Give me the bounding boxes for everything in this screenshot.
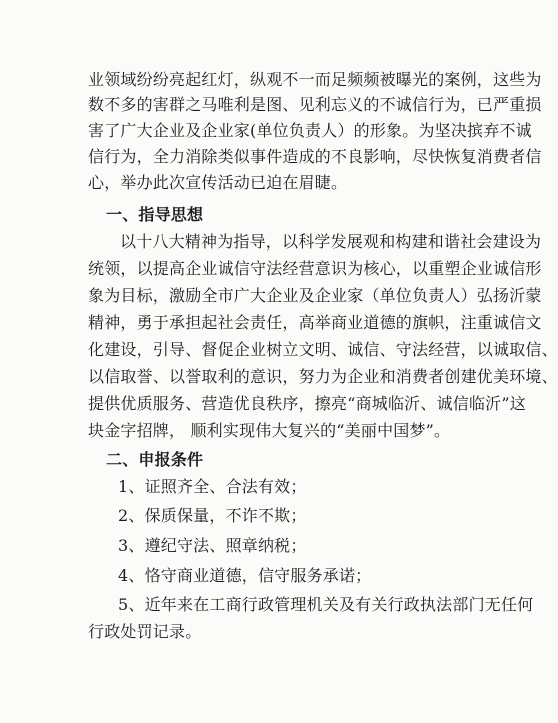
condition-item: 4、恪守商业道德，信守服务承诺； xyxy=(118,566,372,585)
section1-line: 提供优质服务、营造优良秩序，擦亮“商城临沂、诚信临沂”这 xyxy=(88,394,526,413)
section1-line: 块金字招牌， 顺利实现伟大复兴的“美丽中国梦”。 xyxy=(88,421,451,440)
intro-line: 数不多的害群之马唯利是图、见利忘义的不诚信行为，已严重损 xyxy=(88,95,542,114)
condition-item: 3、遵纪守法、照章纳税； xyxy=(118,536,307,555)
section-heading-guiding-principles: 一、指导思想 xyxy=(106,205,204,224)
section1-line: 象为目标，激励全市广大企业及企业家（单位负责人）弘扬沂蒙 xyxy=(88,286,542,305)
section1-line: 精神，勇于承担起社会责任，高举商业道德的旗帜，注重诚信文 xyxy=(88,313,542,332)
section1-line: 以信取誉、以誉取利的意识，努力为企业和消费者创建优美环境、 xyxy=(88,367,558,386)
condition-item: 行政处罚记录。 xyxy=(88,622,202,641)
condition-item: 5、近年来在工商行政管理机关及有关行政执法部门无任何 xyxy=(118,595,534,614)
intro-line: 业领域纷纷亮起红灯，纵观不一而足频频被曝光的案例，这些为 xyxy=(88,70,542,89)
intro-line: 害了广大企业及企业家(单位负责人）的形象。为坚决摈弃不诚 xyxy=(88,121,532,140)
section1-line: 统领，以提高企业诚信守法经营意识为核心，以重塑企业诚信形 xyxy=(88,259,542,278)
section1-line: 化建设，引导、督促企业树立文明、诚信、守法经营，以诚取信、 xyxy=(88,340,558,359)
section-heading-application-conditions: 二、申报条件 xyxy=(106,450,204,469)
condition-item: 2、保质保量，不诈不欺； xyxy=(118,506,307,525)
intro-line: 心，举办此次宣传活动已迫在眉睫。 xyxy=(88,173,348,192)
condition-item: 1、证照齐全、合法有效； xyxy=(118,477,307,496)
section1-line: 以十八大精神为指导，以科学发展观和构建和谐社会建设为 xyxy=(120,232,542,251)
intro-line: 信行为，全力消除类似事件造成的不良影响，尽快恢复消费者信 xyxy=(88,147,542,166)
